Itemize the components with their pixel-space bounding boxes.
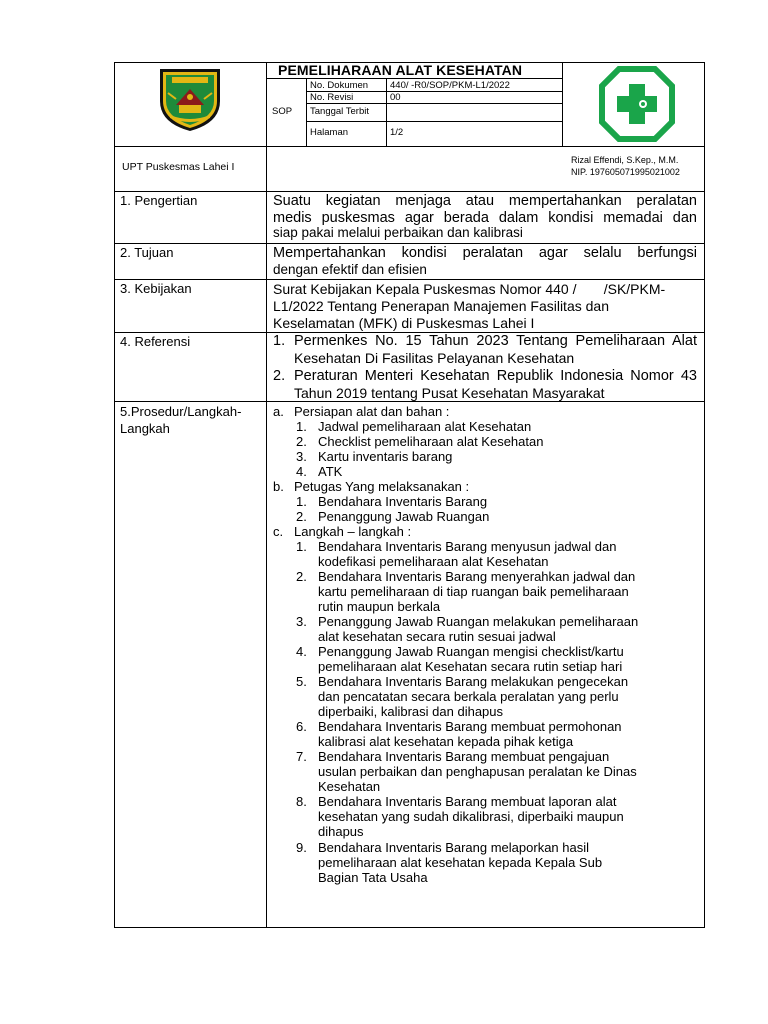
- list-item: alat kesehatan secara rutin sesuai jadwal: [318, 629, 556, 644]
- list-item: kalibrasi alat kesehatan kepada pihak ketiga: [318, 734, 574, 749]
- list-letter: c.: [273, 524, 284, 539]
- list-item: Penanggung Jawab Ruangan: [318, 509, 490, 524]
- list-item: Bendahara Inventaris Barang membuat pengajuan: [318, 749, 610, 764]
- section-label-referensi: 4. Referensi: [120, 334, 191, 349]
- list-item: Bendahara Inventaris Barang membuat laporan alat: [318, 794, 617, 809]
- referensi-line: Peraturan Menteri Kesehatan Republik Indonesia Nomor 43: [294, 368, 697, 384]
- list-item: dihapus: [318, 824, 364, 839]
- list-number: 8.: [296, 794, 307, 809]
- list-item: Bendahara Inventaris Barang menyusun jadwal dan: [318, 539, 617, 554]
- regency-emblem-logo: [154, 63, 226, 135]
- tujuan-line: dengan efektif dan efisien: [273, 262, 427, 277]
- list-number: 3.: [296, 614, 307, 629]
- list-item: Kesehatan: [318, 779, 381, 794]
- list-number: 2.: [296, 569, 307, 584]
- document-title: PEMELIHARAAN ALAT KESEHATAN: [278, 62, 523, 78]
- list-item: Penanggung Jawab Ruangan mengisi checklist/kartu: [318, 644, 624, 659]
- list-item: Kartu inventaris barang: [318, 449, 453, 464]
- section-label-pengertian: 1. Pengertian: [120, 193, 198, 208]
- sop-label: SOP: [272, 106, 293, 117]
- list-heading: Langkah – langkah :: [294, 524, 412, 539]
- section-label-kebijakan: 3. Kebijakan: [120, 281, 192, 296]
- list-number: 4.: [296, 644, 307, 659]
- list-item: Bendahara Inventaris Barang membuat permohonan: [318, 719, 622, 734]
- list-item: kesehatan yang sudah dikalibrasi, diperbaiki maupun: [318, 809, 624, 824]
- list-item: Jadwal pemeliharaan alat Kesehatan: [318, 419, 532, 434]
- kebijakan-line: Keselamatan (MFK) di Puskesmas Lahei I: [273, 315, 535, 331]
- list-number: 1.: [296, 494, 307, 509]
- list-number: 7.: [296, 749, 307, 764]
- list-item: Checklist pemeliharaan alat Kesehatan: [318, 434, 544, 449]
- list-number: 1.: [296, 419, 307, 434]
- list-number: 9.: [296, 840, 307, 855]
- pengertian-line: Suatu kegiatan menjaga atau mempertahankan peralatan: [273, 193, 697, 209]
- section-label-tujuan: 2. Tujuan: [120, 245, 174, 260]
- kebijakan-line: L1/2022 Tentang Penerapan Manajemen Fasilitas dan: [273, 298, 609, 314]
- list-item: Bendahara Inventaris Barang menyerahkan jadwal dan: [318, 569, 636, 584]
- referensi-number: 2.: [273, 368, 286, 384]
- list-letter: b.: [273, 479, 284, 494]
- page-label: Halaman: [310, 127, 349, 138]
- list-number: 2.: [296, 434, 307, 449]
- list-item: pemeliharaan alat kesehatan kepada Kepala Sub: [318, 855, 603, 870]
- list-item: Bendahara Inventaris Barang melaporkan hasil: [318, 840, 590, 855]
- list-item: usulan perbaikan dan penghapusan peralatan ke Dinas: [318, 764, 637, 779]
- doc-number-value: 440/ -R0/SOP/PKM-L1/2022: [390, 80, 510, 91]
- list-item: kartu pemeliharaan di tiap ruangan baik pemeliharaan: [318, 584, 629, 599]
- list-number: 2.: [296, 509, 307, 524]
- list-item: Bendahara Inventaris Barang melakukan pengecekan: [318, 674, 629, 689]
- list-item: rutin maupun berkala: [318, 599, 441, 614]
- list-item: dan pencatatan secara berkala peralatan yang perlu: [318, 689, 619, 704]
- list-number: 3.: [296, 449, 307, 464]
- issue-date-label: Tanggal Terbit: [310, 106, 369, 117]
- pengertian-line: medis puskesmas agar berada dalam kondisi memadai dan: [273, 210, 697, 226]
- list-heading: Persiapan alat dan bahan :: [294, 404, 450, 419]
- list-item: Penanggung Jawab Ruangan melakukan pemeliharaan: [318, 614, 639, 629]
- referensi-line: Permenkes No. 15 Tahun 2023 Tentang Pemeliharaan Alat: [294, 333, 697, 349]
- list-item: diperbaiki, kalibrasi dan dihapus: [318, 704, 504, 719]
- section-label-prosedur: 5.Prosedur/Langkah-: [120, 404, 242, 419]
- doc-number-label: No. Dokumen: [310, 80, 369, 91]
- signatory-name: Rizal Effendi, S.Kep., M.M.: [571, 155, 679, 165]
- referensi-line: Kesehatan Di Fasilitas Pelayanan Kesehatan: [294, 350, 575, 366]
- referensi-line: Tahun 2019 tentang Pusat Kesehatan Masyarakat: [294, 385, 605, 401]
- page-value: 1/2: [390, 127, 404, 138]
- list-item: ATK: [318, 464, 343, 479]
- list-letter: a.: [273, 404, 284, 419]
- signatory-nip: NIP. 197605071995021002: [571, 167, 680, 177]
- list-item: pemeliharaan alat Kesehatan secara rutin setiap hari: [318, 659, 623, 674]
- list-item: kodefikasi pemeliharaan alat Kesehatan: [318, 554, 549, 569]
- revision-value: 00: [390, 92, 401, 103]
- list-item: Bendahara Inventaris Barang: [318, 494, 488, 509]
- referensi-number: 1.: [273, 333, 286, 349]
- list-heading: Petugas Yang melaksanakan :: [294, 479, 470, 494]
- list-number: 5.: [296, 674, 307, 689]
- kebijakan-line: Surat Kebijakan Kepala Puskesmas Nomor 440 / /SK/PKM-: [273, 281, 666, 297]
- tujuan-line: Mempertahankan kondisi peralatan agar selalu berfungsi: [273, 245, 697, 261]
- list-item: Bagian Tata Usaha: [318, 870, 428, 885]
- section-label-prosedur-cont: Langkah: [120, 421, 170, 436]
- list-number: 1.: [296, 539, 307, 554]
- revision-label: No. Revisi: [310, 92, 354, 103]
- pengertian-line: siap pakai melalui perbaikan dan kalibrasi: [273, 225, 523, 240]
- list-number: 6.: [296, 719, 307, 734]
- list-number: 4.: [296, 464, 307, 479]
- unit-name: UPT Puskesmas Lahei I: [122, 161, 235, 173]
- puskesmas-logo: [599, 66, 675, 142]
